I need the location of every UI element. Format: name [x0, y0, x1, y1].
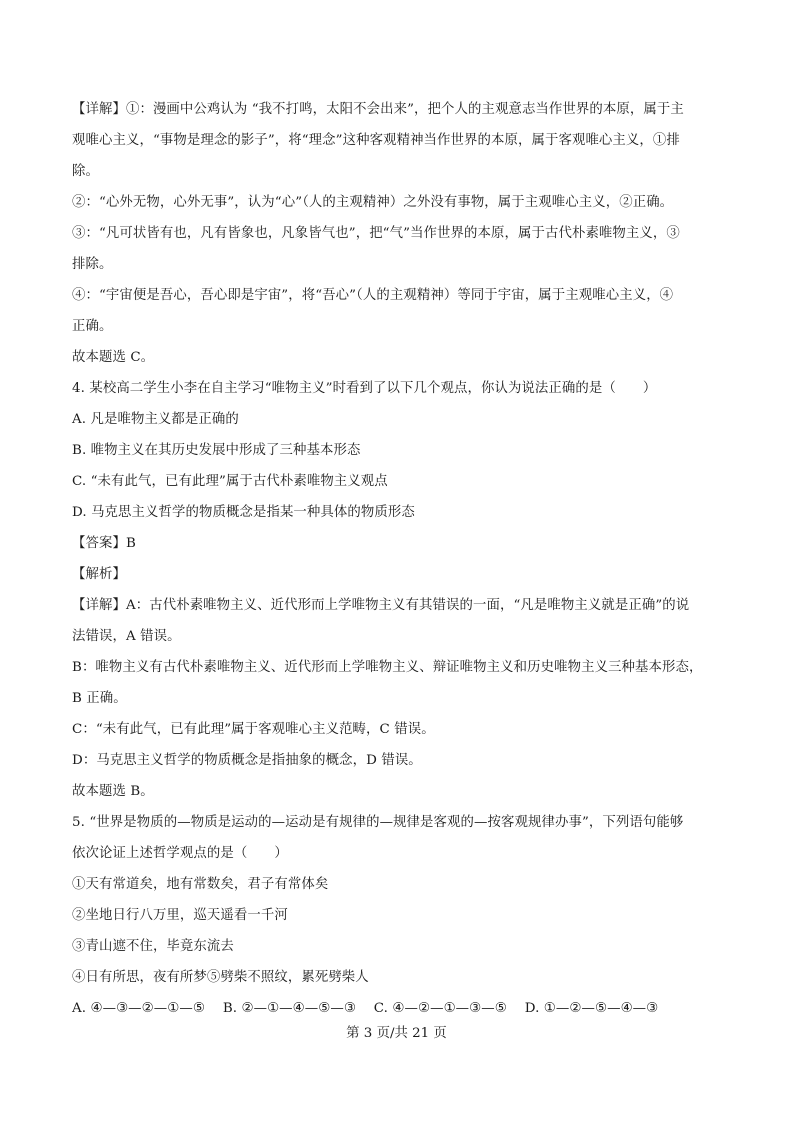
text-line: D：马克思主义哲学的物质概念是指抽象的概念，D 错误。 — [72, 753, 422, 768]
text-line: 【详解】A：古代朴素唯物主义、近代形而上学唯物主义有其错误的一面，“凡是唯物主义就是正确”的说 — [72, 598, 690, 613]
question-5-options: A. ④—③—②—①—⑤ B. ②—①—④—⑤—③ C. ④—②—①—③—⑤ D. ①—②—⑤—④—③ — [72, 1001, 659, 1016]
text-line: 排除。 — [72, 257, 113, 272]
document-body — [72, 94, 722, 1024]
text-line: 观唯心主义，“事物是理念的影子”，将“理念”这种客观精神当作世界的本原，属于客观唯心主义，①排 — [72, 133, 680, 148]
text-line: 除。 — [72, 164, 99, 179]
text-line: 故本题选 C。 — [72, 350, 155, 365]
question-5-item: ①天有常道矣，地有常数矣，君子有常体矣 — [72, 877, 329, 892]
text-line: B：唯物主义有古代朴素唯物主义、近代形而上学唯物主义、辩证唯物主义和历史唯物主义三种基本形态， — [72, 660, 703, 675]
question-5-item: ②坐地日行八万里，巡天遥看一千河 — [72, 908, 288, 923]
question-4-option-b: B. 唯物主义在其历史发展中形成了三种基本形态 — [72, 443, 361, 458]
question-4-option-d: D. 马克思主义哲学的物质概念是指某一种具体的物质形态 — [72, 505, 415, 520]
question-5-item: ④日有所思，夜有所梦⑤劈柴不照纹，累死劈柴人 — [72, 970, 369, 985]
question-5-stem: 5. “世界是物质的—物质是运动的—运动是有规律的—规律是客观的—按客观规律办事”，下列语句能够 — [72, 815, 684, 830]
text-line: 【详解】①：漫画中公鸡认为 “我不打鸣，太阳不会出来”，把个人的主观意志当作世界的本原，属于主 — [72, 102, 684, 117]
text-line: 法错误，A 错误。 — [72, 629, 181, 644]
answer-label: 【答案】B — [72, 536, 136, 551]
text-line: ④：“宇宙便是吾心，吾心即是宇宙”，将“吾心”（人的主观精神）等同于宇宙，属于主观唯心主义，④ — [72, 288, 674, 303]
text-line: C：“未有此气，已有此理”属于客观唯心主义范畴，C 错误。 — [72, 722, 435, 737]
text-line: ②：“心外无物，心外无事”，认为“心”（人的主观精神）之外没有事物，属于主观唯心主义，②正确。 — [72, 195, 674, 210]
text-line: ③：“凡可状皆有也，凡有皆象也，凡象皆气也”，把“气”当作世界的本原，属于古代朴素唯物主义，③ — [72, 226, 680, 241]
question-4-option-c: C. “未有此气，已有此理”属于古代朴素唯物主义观点 — [72, 474, 388, 489]
analysis-label: 【解析】 — [72, 567, 126, 582]
page-number: 第 3 页/共 21 页 — [346, 1026, 447, 1041]
question-4-stem: 4. 某校高二学生小李在自主学习“唯物主义”时看到了以下几个观点，你认为说法正确的是（ ） — [72, 381, 657, 396]
text-line: B 正确。 — [72, 691, 127, 706]
question-5-item: ③青山遮不住，毕竟东流去 — [72, 939, 234, 954]
question-4-option-a: A. 凡是唯物主义都是正确的 — [72, 412, 239, 427]
text-line: 故本题选 B。 — [72, 784, 154, 799]
question-5-stem: 依次论证上述哲学观点的是（ ） — [72, 846, 288, 861]
text-line: 正确。 — [72, 319, 113, 334]
